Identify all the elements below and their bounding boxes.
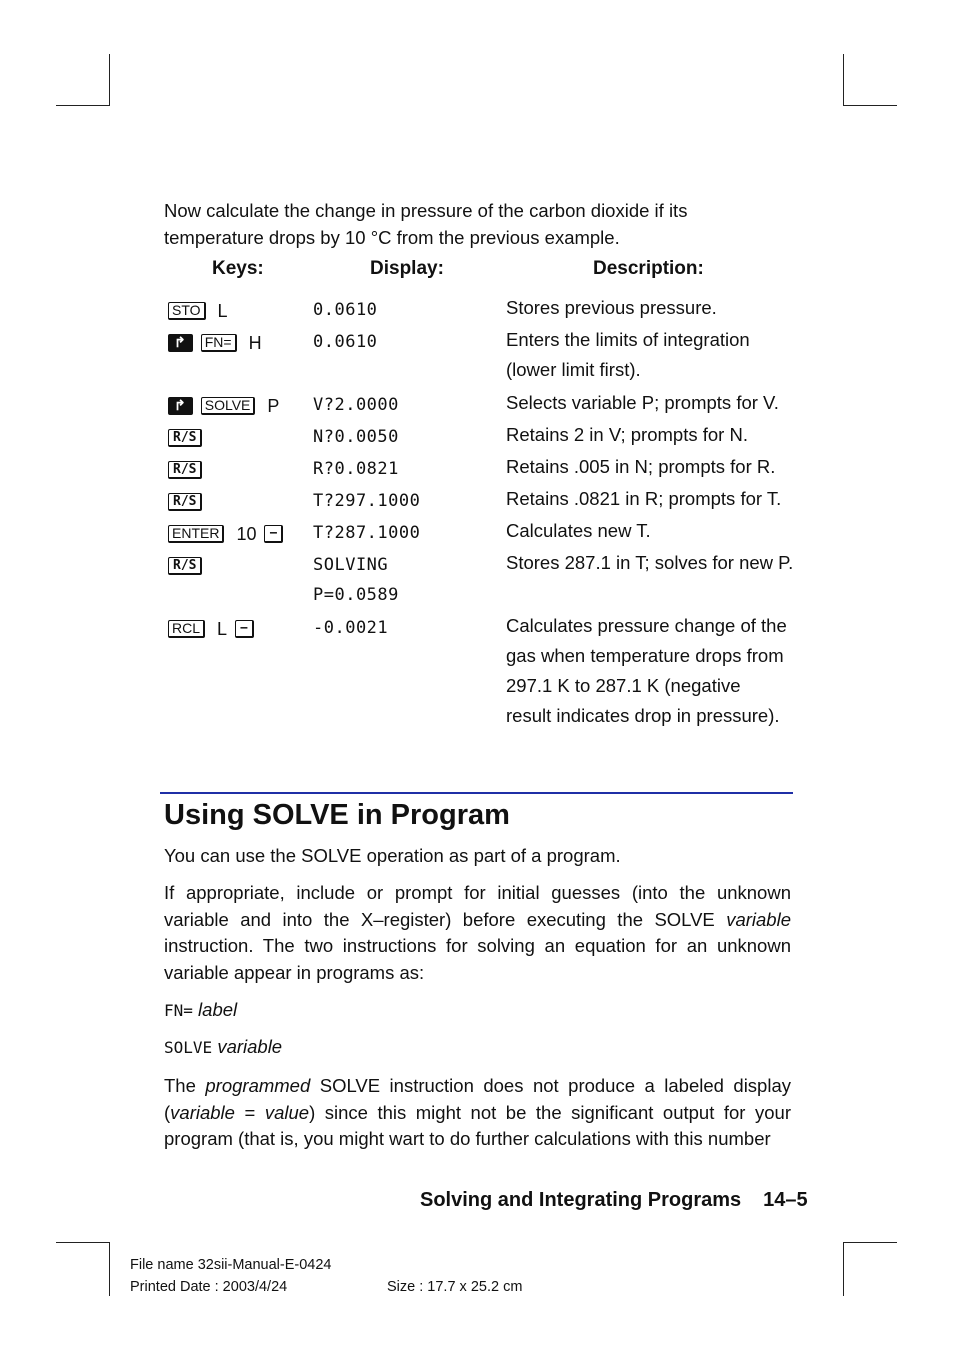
display-cell xyxy=(313,299,377,321)
code-keyword: SOLVE xyxy=(164,1038,213,1057)
display-cell xyxy=(313,617,388,639)
key-label-text: H xyxy=(248,333,262,354)
intro-paragraph: Now calculate the change in pressure of the carbon dioxide if its temperature drops by 10 °C from the previous example. xyxy=(164,200,688,248)
table-row xyxy=(0,615,954,726)
code-line: SOLVE variable xyxy=(164,1036,283,1057)
keys-cell xyxy=(168,426,202,448)
paragraph: You can use the SOLVE operation as part of a program. xyxy=(164,845,621,866)
description-line: Stores previous pressure. xyxy=(506,297,717,318)
description-cell xyxy=(506,452,796,482)
description-header: Description: xyxy=(593,258,704,279)
description-line: Retains 2 in V; prompts for N. xyxy=(506,424,748,445)
table-row xyxy=(0,394,954,426)
display-line: R?0.0821 xyxy=(313,459,399,479)
file-name: File name 32sii-Manual-E-0424 xyxy=(130,1257,332,1273)
page-number: 14–5 xyxy=(763,1189,808,1211)
display-line: 0.0610 xyxy=(313,332,378,352)
crop-mark xyxy=(109,1242,110,1296)
description-line: gas when temperature drops from xyxy=(506,645,784,666)
description-line: Selects variable P; prompts for V. xyxy=(506,392,779,413)
calculator-key: FN= xyxy=(201,334,237,352)
code-keyword: FN= xyxy=(164,1001,193,1020)
display-cell xyxy=(313,331,377,353)
crop-mark xyxy=(56,105,110,106)
keys-cell xyxy=(168,490,202,512)
key-label-text: L xyxy=(217,619,228,640)
table-row xyxy=(0,522,954,554)
display-cell xyxy=(313,426,399,448)
calculator-key: R/S xyxy=(168,461,202,479)
description-line: Retains .005 in N; prompts for R. xyxy=(506,456,776,477)
keys-cell xyxy=(168,554,202,576)
description-line: 297.1 K to 287.1 K (negative xyxy=(506,675,741,696)
display-line: 0.0610 xyxy=(313,300,378,320)
table-row xyxy=(0,299,954,331)
description-cell xyxy=(506,420,796,450)
calculator-key: R/S xyxy=(168,493,202,511)
crop-mark xyxy=(843,105,897,106)
display-header: Display: xyxy=(370,258,444,279)
description-line: (lower limit first). xyxy=(506,359,641,380)
keys-cell xyxy=(168,617,254,640)
description-cell xyxy=(506,516,796,546)
crop-mark xyxy=(109,54,110,106)
description-cell xyxy=(506,548,796,578)
key-label-text: 10 xyxy=(236,524,257,545)
table-row xyxy=(0,426,954,458)
display-line: P=0.0589 xyxy=(313,585,399,605)
section-rule xyxy=(160,792,793,794)
keys-cell xyxy=(168,299,228,322)
keys-header: Keys: xyxy=(212,258,264,279)
calculator-key: ENTER xyxy=(168,525,224,543)
table-row xyxy=(0,552,954,605)
right-shift-key-icon: ↱ xyxy=(168,397,193,415)
keys-cell xyxy=(168,331,262,354)
description-cell xyxy=(506,611,796,731)
description-cell xyxy=(506,325,796,385)
keys-cell xyxy=(168,458,202,480)
description-line: Stores 287.1 in T; solves for new P. xyxy=(506,552,794,573)
calculator-key: R/S xyxy=(168,429,202,447)
calculator-key: SOLVE xyxy=(201,397,256,415)
printed-date: Printed Date : 2003/4/24 xyxy=(130,1279,288,1295)
code-line: FN= label xyxy=(164,999,238,1020)
display-line: T?297.1000 xyxy=(313,491,421,511)
paragraph: If appropriate, include or prompt for initial guesses (into the unknown variable and into the X–register) before executing the SOLVE variable instruction. The two instructions for solving an equation for an unknown variable appear in programs as: xyxy=(164,882,791,983)
display-cell xyxy=(313,522,420,544)
display-line: N?0.0050 xyxy=(313,427,399,447)
description-line: Calculates new T. xyxy=(506,520,651,541)
table-row xyxy=(0,458,954,490)
description-cell xyxy=(506,388,796,418)
description-cell xyxy=(506,484,796,514)
display-line: SOLVING xyxy=(313,555,389,575)
display-cell xyxy=(313,490,420,512)
crop-mark xyxy=(56,1242,110,1243)
running-footer xyxy=(420,1189,808,1212)
display-cell xyxy=(313,554,399,614)
display-line: T?287.1000 xyxy=(313,523,421,543)
calculator-key: RCL xyxy=(168,620,205,638)
calculator-key: − xyxy=(235,620,254,638)
crop-mark xyxy=(843,1242,897,1243)
paragraph: The programmed SOLVE instruction does not produce a labeled display (variable = value) since this might not be the significant output for your program (that is, you might wart to do further calculations with this number xyxy=(164,1075,791,1149)
description-line: Enters the limits of integration xyxy=(506,329,750,350)
description-line: Calculates pressure change of the xyxy=(506,615,787,636)
key-label-text: P xyxy=(267,396,280,417)
display-line: -0.0021 xyxy=(313,618,389,638)
keys-cell xyxy=(168,394,279,417)
calculator-key: − xyxy=(264,525,283,543)
page-size: Size : 17.7 x 25.2 cm xyxy=(387,1279,523,1295)
keys-cell xyxy=(168,522,283,545)
right-shift-key-icon: ↱ xyxy=(168,334,193,352)
crop-mark xyxy=(843,1242,844,1296)
display-line: V?2.0000 xyxy=(313,395,399,415)
display-cell xyxy=(313,458,399,480)
description-cell xyxy=(506,293,796,323)
table-row xyxy=(0,490,954,522)
footer-title: Solving and Integrating Programs xyxy=(420,1189,742,1211)
key-label-text: L xyxy=(217,301,228,322)
crop-mark xyxy=(843,54,844,106)
description-line: result indicates drop in pressure). xyxy=(506,705,780,726)
description-line: Retains .0821 in R; prompts for T. xyxy=(506,488,782,509)
display-cell xyxy=(313,394,399,416)
calculator-key: R/S xyxy=(168,557,202,575)
section-title: Using SOLVE in Program xyxy=(164,799,510,831)
table-row xyxy=(0,329,954,380)
calculator-key: STO xyxy=(168,302,206,320)
